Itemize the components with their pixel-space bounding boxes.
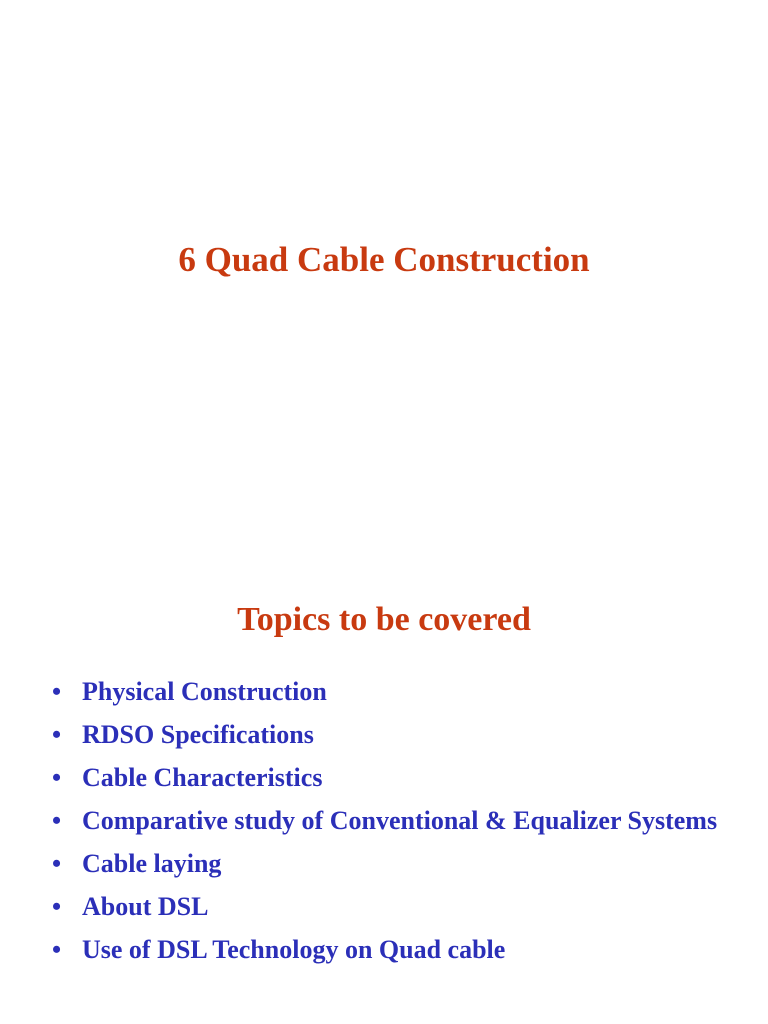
bullet-icon: • (52, 763, 62, 792)
topic-item-rdso-specifications (52, 717, 742, 753)
topics-title: Topics to be covered (237, 601, 531, 638)
main-title: 6 Quad Cable Construction (178, 240, 590, 279)
topics-slide (0, 512, 768, 1024)
topic-label: Cable laying (82, 849, 222, 878)
topic-label: Physical Construction (82, 677, 327, 706)
topic-item-cable-laying (52, 846, 742, 882)
topic-label: Comparative study of Conventional & Equalizer Systems (82, 806, 718, 835)
bullet-icon: • (52, 720, 62, 749)
bullet-icon: • (52, 892, 62, 921)
bullet-icon: • (52, 935, 62, 964)
topic-item-cable-characteristics (52, 760, 742, 796)
bullet-icon: • (52, 806, 62, 835)
bullet-icon: • (52, 677, 62, 706)
topic-label: About DSL (82, 892, 209, 921)
topic-item-comparative-study (52, 803, 742, 839)
topic-item-about-dsl (52, 889, 742, 925)
topic-label: RDSO Specifications (82, 720, 314, 749)
topic-label: Cable Characteristics (82, 763, 323, 792)
topic-label: Use of DSL Technology on Quad cable (82, 935, 506, 964)
topics-list (52, 674, 742, 975)
topic-item-physical-construction (52, 674, 742, 710)
bullet-icon: • (52, 849, 62, 878)
topic-item-dsl-technology (52, 932, 742, 968)
